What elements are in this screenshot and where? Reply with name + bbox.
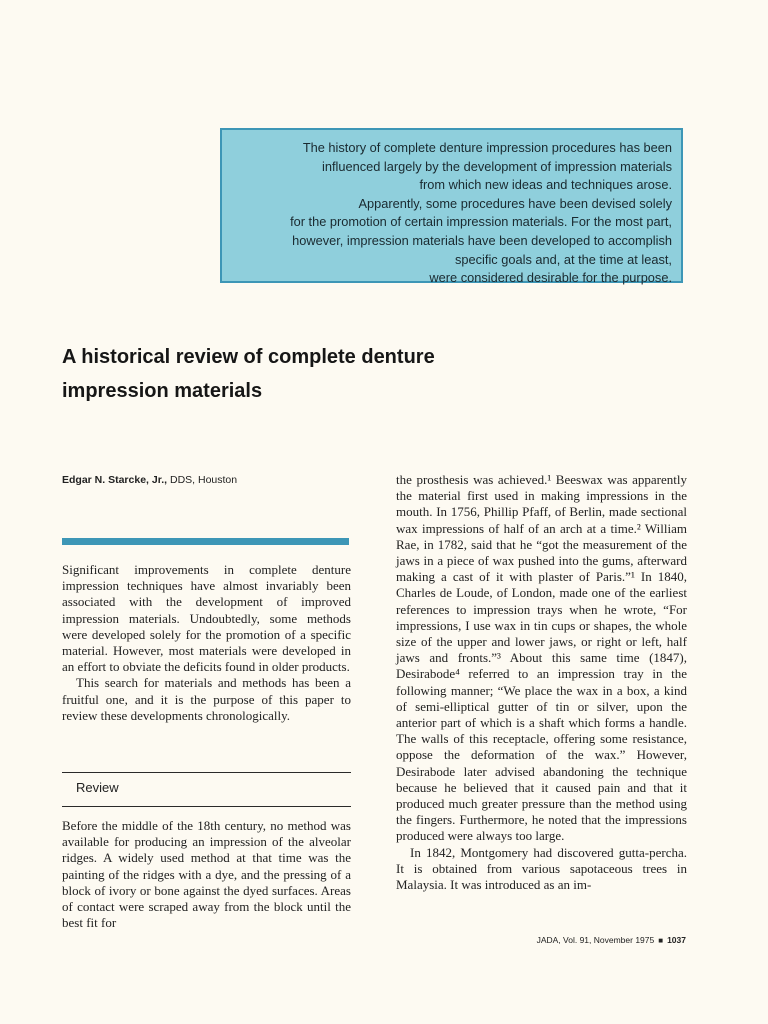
intro-text <box>62 562 351 724</box>
review-text <box>62 818 351 931</box>
square-bullet-icon: ■ <box>658 936 664 945</box>
abstract-line: from which new ideas and techniques arose. <box>419 177 672 193</box>
section-rule-top <box>62 772 351 773</box>
abstract-line: Apparently, some procedures have been devised solely <box>358 195 672 211</box>
section-heading-review: Review <box>76 780 119 795</box>
right-column-text <box>396 472 687 893</box>
abstract-line: however, impression materials have been developed to accomplish <box>292 232 672 248</box>
abstract-line: The history of complete denture impression procedures has been <box>302 140 672 155</box>
page-footer <box>496 935 686 945</box>
author-name: Edgar N. Starcke, Jr., <box>62 474 168 486</box>
right-paragraph-2: In 1842, Montgomery had discovered gutta-percha. It is obtained from various sapotaceous trees in Malaysia. It was introduced as an im- <box>396 844 687 893</box>
intro-paragraph-1: Significant improvements in complete denture impression techniques have almost invariably been associated with the development of improved impression materials. Undoubtedly, some methods were developed solely for the promotion of a specific material. However, most materials were developed in an effort to obviate the deficits found in older products. <box>62 562 351 675</box>
journal-citation: JADA, Vol. 91, November 1975 <box>536 935 655 945</box>
abstract-line: for the promotion of certain impression materials. For the most part, <box>290 214 672 230</box>
section-rule-bottom <box>62 806 351 807</box>
accent-rule <box>62 538 349 545</box>
page-number: 1037 <box>667 935 686 945</box>
title-line-2: impression materials <box>62 380 263 402</box>
intro-paragraph-2: This search for materials and methods has been a fruitful one, and it is the purpose of this paper to review these developments chronologically. <box>62 675 351 723</box>
article-title <box>62 340 662 408</box>
abstract-box <box>220 128 683 286</box>
right-paragraph-1: the prosthesis was achieved.¹ Beeswax was apparently the material first used in making impressions in the mouth. In 1756, Phillip Pfaff, of Berlin, made sectional wax impressions of half of an arch at a time.² William Rae, in 1782, said that he “got the measurement of the jaws in a piece of wax pushed into the gums, afterward making a cast of it with plaster of Paris.”¹ In 1840, Charles de Loude, of London, made one of the earliest references to impression trays when he wrote, “For impressions, I use wax in tin cups or shapes, the whole size of the upper and lower jaws, or right or left, half jaws and fronts.”³ About this same time (1847), Desirabode⁴ referred to an impression tray in the following manner; “We place the wax in a box, a kind of semi-elliptical gutter of tin or silver, upon the anterior part of which is a shaft which forms a handle. The walls of this receptacle, offering some resistance, oppose the deformation of the wax.” However, Desirabode later advised abandoning the technique because he believed that it caused pain and that it produced much greater pressure than the method using the fingers. Furthermore, he noted that the impressions produced were always too large. <box>396 472 687 844</box>
title-line-1: A historical review of complete denture <box>62 346 435 368</box>
author-byline <box>62 474 362 486</box>
abstract-line: influenced largely by the development of impression materials <box>322 158 672 174</box>
abstract-line: specific goals and, at the time at least, <box>455 251 672 267</box>
review-paragraph-1: Before the middle of the 18th century, no method was available for producing an impression of the alveolar ridges. A widely used method at that time was the painting of the ridges with a dye, and the pressing of a block of ivory or bone against the dyed surfaces. Areas of contact were scraped away from the block until the best fit for <box>62 818 351 931</box>
author-affiliation: DDS, Houston <box>167 474 238 486</box>
abstract-line: were considered desirable for the purpose. <box>429 270 672 286</box>
